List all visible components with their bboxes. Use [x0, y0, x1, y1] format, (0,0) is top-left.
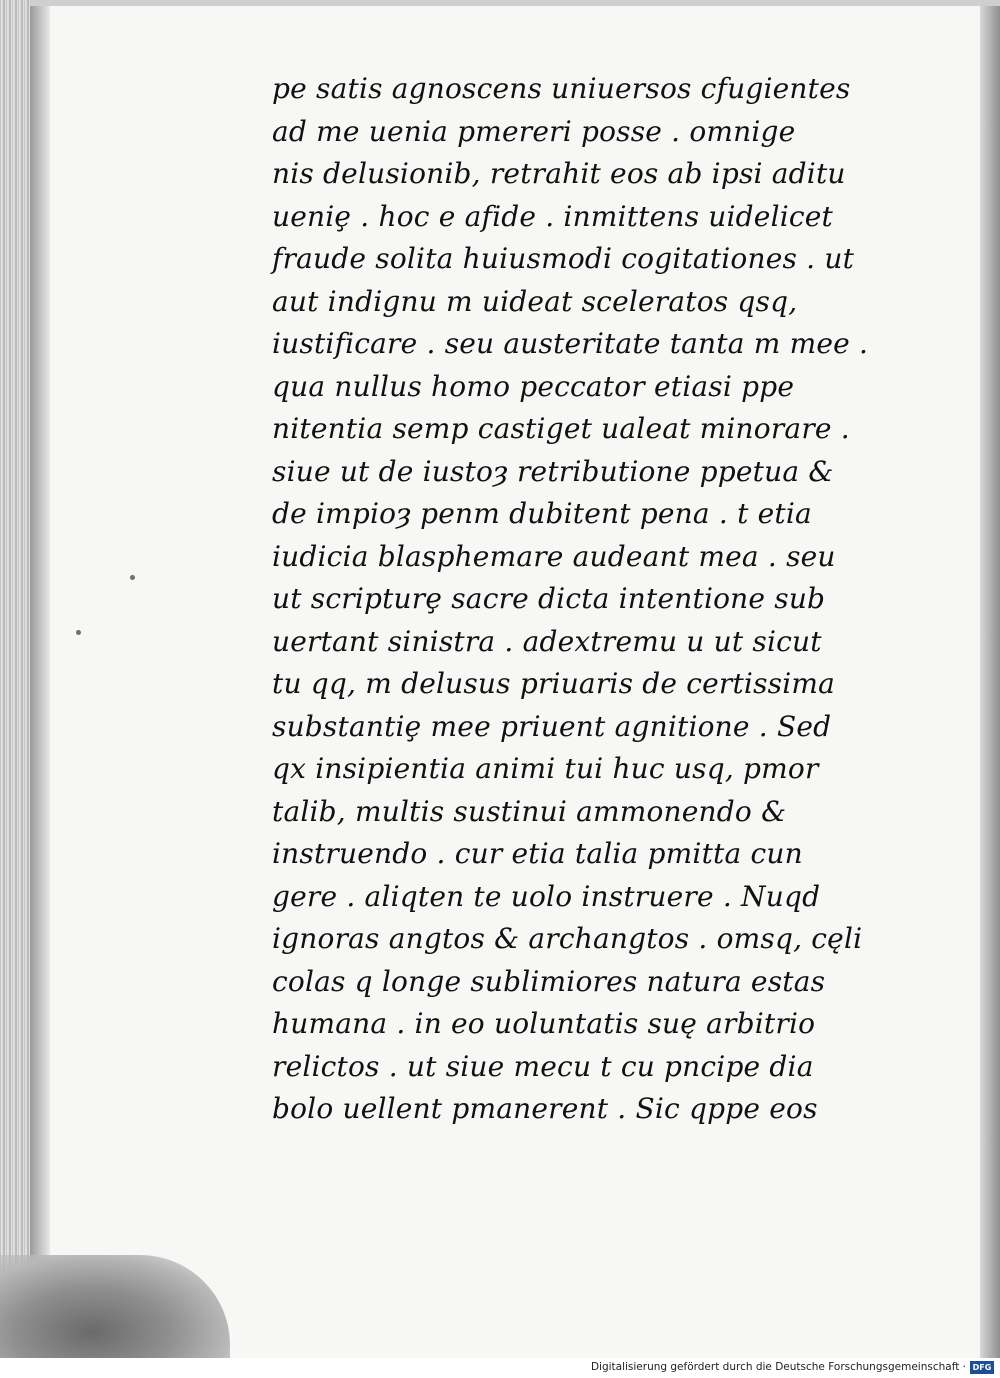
text-line: instruendo . cur etia talia pmitta cun — [272, 837, 803, 870]
text-line: siue ut de iustoȝ retributione ppetua & — [272, 454, 834, 488]
text-line: substantiȩ mee priuent agnitione . Sed — [272, 709, 832, 743]
text-line: nis delusionib, retrahit eos ab ipsi aditu — [272, 157, 846, 190]
right-page-edge — [980, 0, 1000, 1358]
ink-speck — [76, 630, 81, 635]
text-line: iudicia blasphemare audeant mea . seu — [272, 539, 836, 573]
page-edges — [0, 0, 30, 1358]
footer-bar — [0, 1358, 1000, 1378]
text-line: ut scripturȩ sacre dicta intentione sub — [272, 582, 826, 615]
text-line: qua nullus homo peccator etiasi ppe — [272, 369, 795, 403]
text-line: colas q longe sublimiores natura estas — [272, 964, 826, 998]
text-line: tu qq, m delusus priuaris de certissima — [272, 667, 836, 700]
text-line: gere . aliqten te uolo instruere . Nuqd — [272, 879, 821, 913]
text-line: relictos . ut siue mecu t cu pncipe dia — [272, 1049, 814, 1083]
gutter-shadow — [30, 0, 50, 1358]
text-line: pe satis agnoscens uniuersos cfugientes — [272, 72, 851, 105]
text-line: humana . in eo uoluntatis suę arbitrio — [272, 1007, 816, 1040]
text-line: uertant sinistra . adextremu u ut sicut — [272, 624, 822, 658]
text-line: ueniȩ . hoc e afide . inmittens uidelicet — [272, 199, 833, 233]
text-line: de impioȝ penm dubitent pena . t etia — [272, 497, 812, 530]
digitization-credit: Digitalisierung gefördert durch die Deutsche Forschungsgemeinschaft · — [590, 1361, 966, 1373]
text-line: nitentia semp castiget ualeat minorare . — [272, 412, 850, 445]
text-line: ignoras angtos & archangtos . omsq, cęli — [272, 922, 863, 955]
text-line: aut indignu m uideat sceleratos qsq, — [272, 284, 798, 318]
ink-speck — [130, 575, 135, 580]
manuscript-text — [272, 68, 937, 1131]
top-page-edge — [30, 0, 1000, 6]
text-line: bolo uellent pmanerent . Sic qppe eos — [272, 1092, 818, 1125]
text-line: qx insipientia animi tui huc usq, pmor — [272, 752, 819, 785]
text-line: fraude solita huiusmodi cogitationes . ut — [272, 242, 855, 275]
dfg-logo[interactable]: DFG — [970, 1361, 994, 1374]
text-line: iustificare . seu austeritate tanta m mee . — [272, 327, 869, 360]
text-line: ad me uenia pmereri posse . omnige — [272, 114, 796, 148]
text-line: talib, multis sustinui ammonendo & — [272, 794, 787, 828]
